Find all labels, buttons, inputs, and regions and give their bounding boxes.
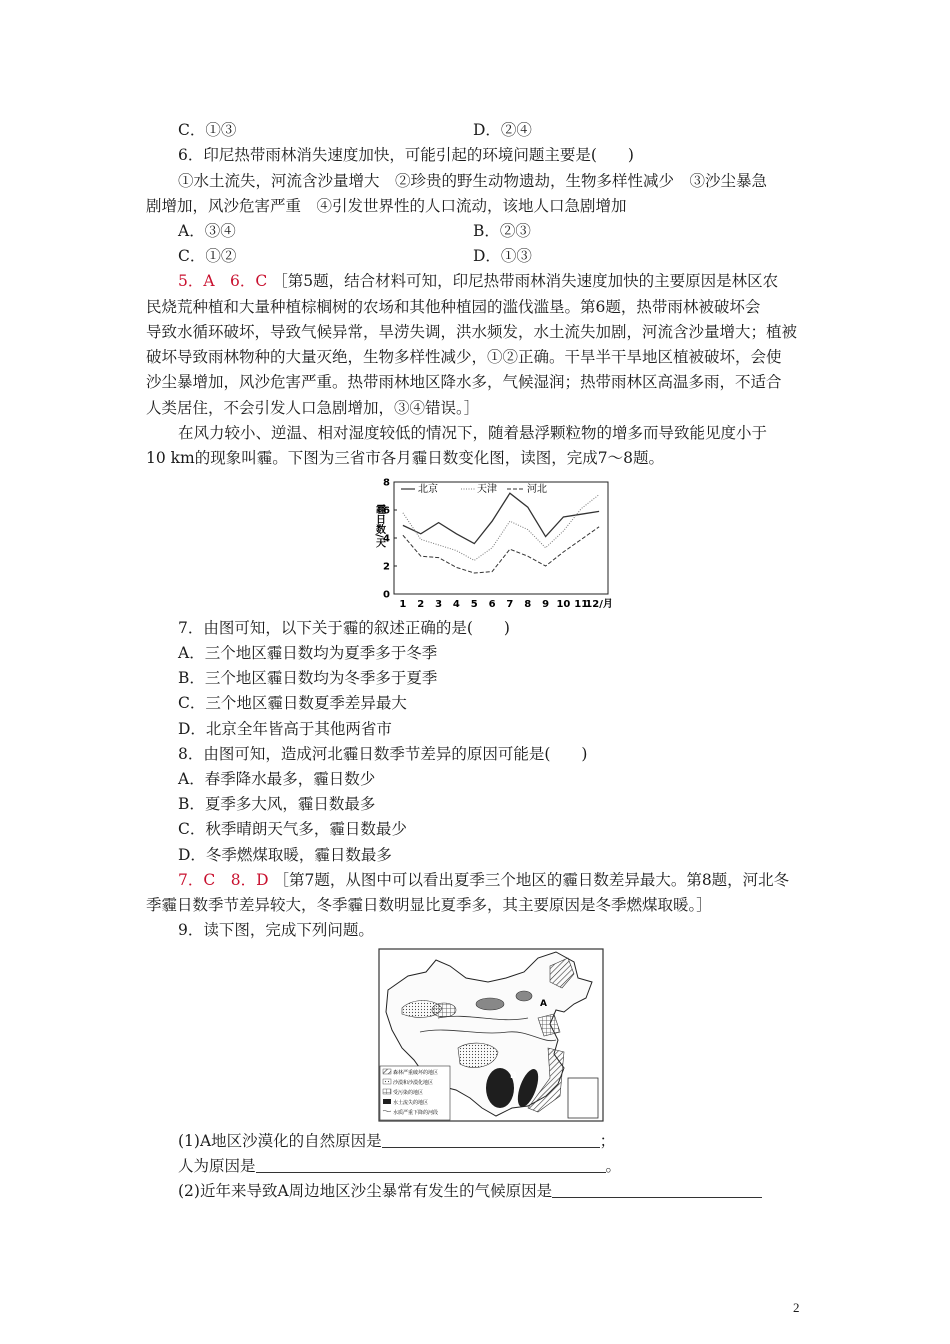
series-line-2: [403, 495, 599, 561]
y-tick-label: 6: [383, 505, 390, 517]
answer-key-5-6: 5．A 6．C: [178, 272, 268, 290]
answer-7-8-line-1: [178, 869, 789, 891]
q9-2-climate-cause-label: (2)近年来导致A周边地区沙尘暴常有发生的气候原因是: [178, 1182, 553, 1200]
x-tick-label: 7: [506, 599, 514, 610]
desertified-area-north: [476, 998, 504, 1010]
x-tick-label: 5: [470, 599, 478, 610]
q9-1-natural-cause: [178, 1130, 615, 1152]
q8-option-c: C．秋季晴朗天气多，霾日数最少: [178, 820, 407, 838]
q6-statements-2: 剧增加，风沙危害严重 ④引发世界性的人口流动，该地人口急剧增加: [146, 197, 627, 215]
map-label-a: A: [540, 999, 547, 1009]
south-sea-inset: [568, 1078, 598, 1118]
q8-option-a: A．春季降水最多，霾日数少: [178, 770, 376, 788]
q7-option-c: C．三个地区霾日数夏季差异最大: [178, 694, 407, 712]
q6-option-c: C．①②: [178, 247, 237, 265]
y-axis-label: 霾日数/天: [373, 504, 385, 548]
q9-1-human-cause-label: 人为原因是: [178, 1157, 256, 1175]
answer-5-6-line-3: 导致水循环破坏，导致气候异常，旱涝失调，洪水频发，水土流失加剧，河流含沙量增大；植被: [146, 323, 798, 341]
plot-frame: [394, 482, 608, 594]
q6-option-b: B．②③: [473, 222, 531, 240]
q7-option-a: A．三个地区霾日数均为夏季多于冬季: [178, 644, 438, 662]
answer-5-6-line-4: 破坏导致雨林物种的大量灭绝，生物多样性减少，①②正确。干旱半干旱地区植被破坏，会使: [146, 348, 782, 366]
explanation-5-6: ［第5题，结合材料可知，印尼热带雨林消失速度加快的主要原因是林区农: [272, 272, 779, 290]
answer-blank-natural-cause[interactable]: [382, 1131, 600, 1148]
x-tick-label: 10: [556, 599, 571, 610]
q7-option-b: B．三个地区霾日数均为冬季多于夏季: [178, 669, 438, 687]
legend-swatch-pollution: [383, 1089, 391, 1094]
legend-text-desert: 沙漠和沙漠化地区: [393, 1080, 434, 1086]
x-tick-label: 8: [524, 599, 532, 610]
series-lines: [403, 493, 599, 573]
y-tick-label: 0: [383, 589, 390, 601]
answer-5-6-line-2: 民烧荒种植和大量种植棕榈树的农场和其他种植园的滥伐滥垦。第6题，热带雨林被破坏会: [146, 298, 761, 316]
answer-5-6-line-5: 沙尘暴增加，风沙危害严重。热带雨林地区降水多，气候湿润；热带雨林区高温多雨，不适合: [146, 373, 782, 391]
legend-label-tianjin: 天津: [477, 484, 497, 495]
q6-stem: 6．印尼热带雨林消失速度加快，可能引起的环境问题主要是( ): [178, 146, 634, 164]
desertified-area-northeast: [516, 991, 532, 1001]
x-tick-label: 3: [435, 599, 443, 610]
x-tick-label: 6: [488, 599, 496, 610]
q9-1-natural-cause-label: (1)A地区沙漠化的自然原因是: [178, 1132, 382, 1150]
answer-key-7-8: 7．C 8．D: [178, 871, 269, 889]
haze-days-chart: [365, 478, 615, 612]
x-tick-label: 2: [417, 599, 425, 610]
legend-text-forest: 森林严重破坏的地区: [393, 1070, 439, 1076]
q9-1-human-cause: [178, 1155, 621, 1177]
legend-swatch-desert: [383, 1079, 391, 1084]
x-tick-label: 9: [542, 599, 550, 610]
q9-1-natural-cause-end: ；: [599, 1132, 616, 1150]
explanation-7-8: ［第7题，从图中可以看出夏季三个地区的霾日数差异最大。第8题，河北冬: [273, 871, 790, 889]
china-environment-map: [378, 948, 604, 1122]
legend-label-hebei: 河北: [527, 484, 547, 495]
q5-option-d: D．②④: [473, 121, 532, 139]
q6-option-a: A．③④: [178, 222, 236, 240]
answer-7-8-line-2: 季霾日数季节差异较大，冬季霾日数明显比夏季多，其主要原因是冬季燃煤取暖。］: [146, 896, 712, 914]
x-tick-label: 11: [574, 599, 589, 610]
y-axis-ticks: [383, 478, 397, 601]
q6-option-d: D．①③: [473, 247, 532, 265]
q8-stem: 8．由图可知，造成河北霾日数季节差异的原因可能是( ): [178, 745, 588, 763]
answer-5-6-line-6: 人类居住，不会引发人口急剧增加，③④错误。］: [146, 399, 480, 417]
y-tick-label: 2: [383, 561, 390, 573]
series-line-1: [403, 493, 599, 543]
x-tick-label: 4: [452, 599, 460, 610]
x-tick-label: 12/月: [585, 599, 613, 610]
map-label-b: B: [510, 1071, 517, 1081]
legend-text-water: 水质严重下降的河段: [393, 1110, 439, 1116]
polluted-area-west: [432, 1003, 456, 1017]
legend-label-beijing: 北京: [418, 484, 438, 495]
y-tick-label: 8: [383, 478, 390, 489]
q9-stem: 9．读下图，完成下列问题。: [178, 921, 374, 939]
q5-option-c: C．①③: [178, 121, 237, 139]
intro-line-2: 10 km的现象叫霾。下图为三省市各月霾日数变化图，读图，完成7～8题。: [146, 449, 664, 467]
y-tick-label: 4: [383, 533, 390, 545]
answer-blank-climate-cause[interactable]: [552, 1181, 762, 1198]
x-tick-label: 1: [399, 599, 407, 610]
q7-stem: 7．由图可知，以下关于霾的叙述正确的是( ): [178, 619, 510, 637]
legend-swatch-forest: [383, 1069, 391, 1074]
q6-statements-1: ①水土流失，河流含沙量增大 ②珍贵的野生动物遗劫，生物多样性减少 ③沙尘暴急: [178, 172, 768, 190]
q8-option-d: D．冬季燃煤取暖，霾日数最多: [178, 846, 392, 864]
q9-2-climate-cause: [178, 1180, 762, 1202]
map-legend: [380, 1066, 450, 1120]
intro-line-1: 在风力较小、逆温、相对湿度较低的情况下，随着悬浮颗粒物的增多而导致能见度小于: [178, 424, 768, 442]
page-number: 2: [793, 1300, 800, 1315]
answer-blank-human-cause[interactable]: [256, 1156, 606, 1173]
q7-option-d: D．北京全年皆高于其他两省市: [178, 720, 392, 738]
legend-swatch-erosion: [383, 1099, 391, 1104]
x-axis-ticks: [399, 597, 612, 610]
answer-5-6-line-1: [178, 270, 778, 292]
chart-legend: [401, 482, 547, 495]
legend-text-erosion: 水土流失的地区: [393, 1100, 429, 1106]
q9-1-human-cause-end: 。: [605, 1157, 622, 1175]
q8-option-b: B．夏季多大风，霾日数最多: [178, 795, 376, 813]
legend-text-pollution: 受污染的地区: [393, 1090, 424, 1096]
